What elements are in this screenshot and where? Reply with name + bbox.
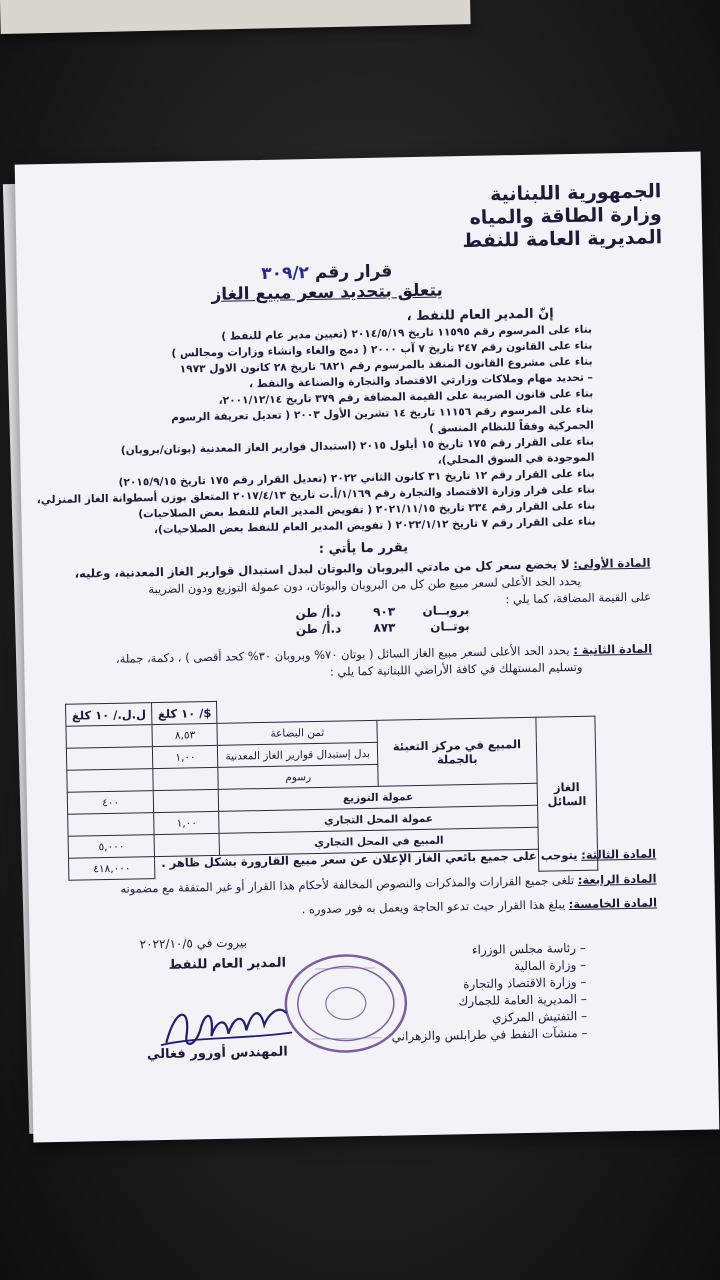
price-value: ٨٧٣ xyxy=(373,620,396,635)
table-fees: رسوم xyxy=(218,764,378,789)
cc-item: – وزارة الاقتصاد والتجارة xyxy=(391,974,587,995)
cc-item: – منشآت النفط في طرابلس والزهراني xyxy=(392,1025,588,1046)
price-unit: د.أ/ طن xyxy=(295,621,342,637)
table-cell-empty xyxy=(66,725,153,749)
issue-date: بيروت في ٢٠٢٢/١٠/٥ xyxy=(139,935,248,952)
basis-line: بناء على قانون الضريبة على القيمة المضافة رقم ٣٧٩ تاريخ ٢٠٠١/١٢/١٤، xyxy=(218,387,594,407)
letterhead-republic: الجمهورية اللبنانية xyxy=(489,180,662,206)
decision-subject: يتعلق بتحديد سعر مبيع الغاز xyxy=(211,280,444,305)
price-value: ٩٠٣ xyxy=(373,604,396,619)
article-5 xyxy=(67,894,657,922)
decision-title xyxy=(187,260,468,305)
basis-line: الجمركية وفقاً للنظام المنسق ) xyxy=(429,419,594,435)
cc-item: – التفتيش المركزي xyxy=(391,1008,587,1029)
basis-line: – تحديد مهام وملاكات وزارتي الاقتصاد والتجارة والصناعة والنفط ، xyxy=(248,371,593,391)
table-cell-empty xyxy=(154,789,219,812)
article-1-label: المادة الأولى: xyxy=(573,555,651,572)
signatory-name: المهندس أورور فغالي xyxy=(146,1044,288,1063)
basis-line: الموجودة في السوق المحلي)، xyxy=(437,451,595,467)
table-shop-commission: عمولة المحل التجاري xyxy=(219,805,538,833)
table-cell-empty xyxy=(68,813,155,837)
table-header-lbp: ل.ل./ ١٠ كلغ xyxy=(66,703,153,727)
article-2-text: يحدد الحد الأعلى لسعر مبيع الغاز السائل ( بوتان ٧٠% وبروبان ٣٠% كحد أقصى ) ، دكمة، جملة، xyxy=(115,643,570,666)
price-row-butane xyxy=(296,618,470,637)
article-4-text: تلغى جميع القرارات والمذكرات والنصوص المخالفة لأحكام هذا القرار أو غير المتفقة مع مضمونه xyxy=(120,873,575,896)
basis-line: بناء على القرار رقم ١٢ تاريخ ٣١ كانون الثاني ٢٠٢٢ (تعديل القرار رقم ١٧٥ تاريخ ٢٠١٥/٩/١٥) xyxy=(118,467,595,489)
table-shop-sale-lbp: ٥,٠٠٠ xyxy=(68,835,155,859)
cc-item: – رئاسة مجلس الوزراء xyxy=(390,940,586,961)
basis-line: بناء على القرار رقم ٢٣٤ تاريخ ٢٠٢١/١١/١٥ ( تفويض المدير العام للنفط بعض الصلاحيات) xyxy=(138,499,596,521)
signatory-title: المدير العام للنفط xyxy=(168,955,287,973)
article-5-label: المادة الخامسة: xyxy=(568,895,658,912)
table-shop-commission-usd: ١,٠٠ xyxy=(154,811,219,834)
table-distribution-lbp: ٤٠٠ xyxy=(67,791,154,815)
price-list xyxy=(295,602,469,637)
table-goods-usd: ٨,٥٣ xyxy=(152,723,217,746)
decision-label: قرار رقم xyxy=(314,261,393,283)
table-cell-empty xyxy=(66,747,153,771)
price-name: بوتــان xyxy=(429,619,470,634)
background-paper xyxy=(0,0,471,34)
preamble: إنّ المدير العام للنفط ، xyxy=(406,306,554,325)
basis-line: بناء على قرار وزارة الاقتصاد والتجارة رقم ١/١٦٩/أ.ت تاريخ ٢٠١٧/٤/١٣ المتعلق بوزن أسطوانة الغاز المنزلي، xyxy=(36,483,596,507)
table-wholesale: المبيع في مركز التعبئة بالجملة xyxy=(377,717,537,786)
article-1-text3: على القيمة المضافة، كما يلي : xyxy=(505,589,652,607)
basis-line: بناء على القانون رقم ٢٤٧ تاريخ ٧ آب ٢٠٠٠ ( دمج والغاء وانشاء وزارات ومجالس ) xyxy=(171,339,593,360)
table-replace-usd: ١,٠٠ xyxy=(153,745,218,768)
table-header-usd: $/ ١٠ كلغ xyxy=(152,701,217,724)
table-distribution: عمولة التوزيع xyxy=(219,783,538,811)
cc-item: – وزارة المالية xyxy=(390,957,586,978)
table-product: الغاز السائل xyxy=(536,716,598,871)
article-2-text2: وتسليم المستهلك في كافة الأراضي اللبنانية كما يلي : xyxy=(329,659,583,679)
decides-heading: يقرر ما يأتي : xyxy=(318,540,409,557)
letterhead xyxy=(461,180,662,253)
table-cell-empty xyxy=(67,769,154,793)
price-unit: د.أ/ طن xyxy=(295,605,342,621)
price-name: بروبــان xyxy=(422,603,470,618)
article-1-text2: يحدد الحد الأعلى لسعر مبيع طن كل من البروبان والبوتان، دون عمولة التوزيع ودون الضريبة xyxy=(148,573,581,597)
legal-basis xyxy=(36,322,596,539)
basis-line: بناء على القرار رقم ٧ تاريخ ٢٠٢٢/١/١٢ ( تفويض المدير العام للنفط بعض الصلاحيات)، xyxy=(153,515,596,537)
article-3-text: يتوجب على جميع بائعي الغاز الإعلان عن سعر مبيع القارورة بشكل ظاهر . xyxy=(161,847,578,870)
article-1-text: لا يخضع سعر كل من مادتي البروبان والبوتان لبدل استبدال قوارير الغاز المعدنية، وعليه، xyxy=(74,557,570,581)
article-3-label: المادة الثالثة: xyxy=(581,846,657,862)
article-2-label: المادة الثانية : xyxy=(573,641,653,658)
letterhead-directorate: المديرية العامة للنفط xyxy=(462,226,663,253)
article-5-text: يبلغ هذا القرار حيث تدعو الحاجة ويعمل به فور صدوره . xyxy=(301,897,566,917)
cc-item: – المديرية العامة للجمارك xyxy=(391,991,587,1012)
table-cell-empty xyxy=(153,767,218,790)
basis-line: بناء على المرسوم رقم ١١١٥٦ تاريخ ١٤ تشرين الأول ٢٠٠٣ ( تعديل تعريفة الرسوم xyxy=(171,403,594,424)
article-2 xyxy=(62,641,653,686)
basis-line: بناء على القرار رقم ١٧٥ تاريخ ١٥ أيلول ٢٠١٥ (استبدال قوارير الغاز المعدنية (بوتان/بروبان) xyxy=(120,435,595,457)
article-4-label: المادة الرابعة: xyxy=(577,871,657,887)
basis-line: بناء على مشروع القانون المنفذ بالمرسوم رقم ٦٨٢١ تاريخ ٢٨ كانون الاول ١٩٧٣ xyxy=(179,355,593,376)
table-total-lbp: ٤١٨,٠٠٠ xyxy=(69,857,156,881)
table-replace: بدل إستبدال قوارير الغاز المعدنية xyxy=(218,742,378,767)
document-page xyxy=(15,152,720,1143)
decision-number: ٣٠٩/٢ xyxy=(261,263,310,284)
letterhead-ministry: وزارة الطاقة والمياه xyxy=(469,203,662,229)
basis-line: بناء على المرسوم رقم ١١٥٩٥ تاريخ ٢٠١٤/٥/١٩ (تعيين مدير عام للنفط ) xyxy=(221,323,593,343)
table-goods-price: ثمن البضاعة xyxy=(217,720,377,745)
table-shop-sale: المبيع في المحل التجاري xyxy=(219,827,538,855)
